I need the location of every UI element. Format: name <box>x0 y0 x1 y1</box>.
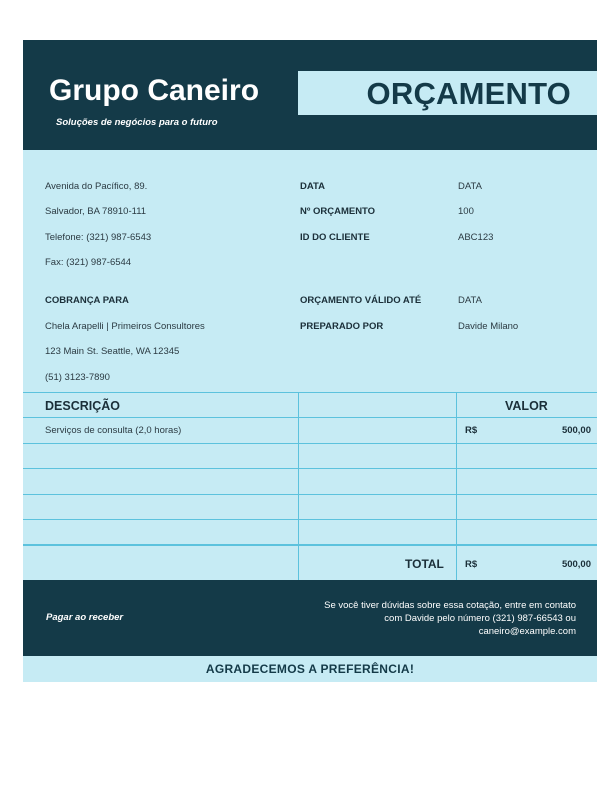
valid-until-label: ORÇAMENTO VÁLIDO ATÉ <box>300 295 422 306</box>
column-divider <box>456 392 457 580</box>
total-row <box>23 547 597 580</box>
table-header-row <box>23 392 597 418</box>
sender-address: Avenida do Pacífico, 89. <box>45 181 148 192</box>
billing-address: 123 Main St. Seattle, WA 12345 <box>45 346 180 357</box>
quote-number-label: Nº ORÇAMENTO <box>300 206 376 217</box>
items-table <box>23 392 597 580</box>
valid-until-value: DATA <box>458 295 482 306</box>
item-description: Serviços de consulta (2,0 horas) <box>45 425 182 436</box>
header <box>23 40 597 150</box>
billing-phone: (51) 3123-7890 <box>45 372 110 383</box>
item-currency: R$ <box>465 425 478 436</box>
table-row <box>23 444 597 470</box>
column-divider <box>298 392 299 580</box>
table-row <box>23 418 597 444</box>
contact-note <box>276 599 576 638</box>
client-id-label: ID DO CLIENTE <box>300 232 370 243</box>
document-title: ORÇAMENTO <box>366 76 571 111</box>
item-amount: 500,00 <box>561 425 591 436</box>
total-label: TOTAL <box>405 557 444 571</box>
client-id-value: ABC123 <box>458 232 494 243</box>
date-label: DATA <box>300 181 325 192</box>
title-box <box>298 71 597 115</box>
payment-terms: Pagar ao receber <box>46 612 124 623</box>
sender-city: Salvador, BA 78910-111 <box>45 206 147 217</box>
info-section <box>23 150 597 392</box>
table-row <box>23 469 597 495</box>
prepared-by-value: Davide Milano <box>458 321 519 332</box>
date-value: DATA <box>458 181 482 192</box>
total-amount: 500,00 <box>561 559 591 570</box>
quote-number-value: 100 <box>458 206 474 217</box>
sender-fax: Fax: (321) 987-6544 <box>45 257 132 268</box>
footer <box>23 580 597 656</box>
quote-document <box>23 40 597 682</box>
company-tagline: Soluções de negócios para o futuro <box>56 117 218 128</box>
contact-email: caneiro@example.com <box>478 626 576 637</box>
contact-line: com Davide pelo número (321) 987-66543 ou <box>384 613 576 624</box>
total-currency: R$ <box>465 559 478 570</box>
sender-phone: Telefone: (321) 987-6543 <box>45 232 152 243</box>
contact-line: Se você tiver dúvidas sobre essa cotação, entre em contato <box>324 600 576 611</box>
company-name: Grupo Caneiro <box>49 74 260 107</box>
billing-label: COBRANÇA PARA <box>45 295 129 306</box>
billing-name: Chela Arapelli | Primeiros Consultores <box>45 321 205 332</box>
table-row <box>23 520 597 546</box>
value-header: VALOR <box>505 399 548 413</box>
description-header: DESCRIÇÃO <box>45 399 121 413</box>
prepared-by-label: PREPARADO POR <box>300 321 384 332</box>
table-row <box>23 495 597 521</box>
thank-you-banner: AGRADECEMOS A PREFERÊNCIA! <box>23 656 597 682</box>
